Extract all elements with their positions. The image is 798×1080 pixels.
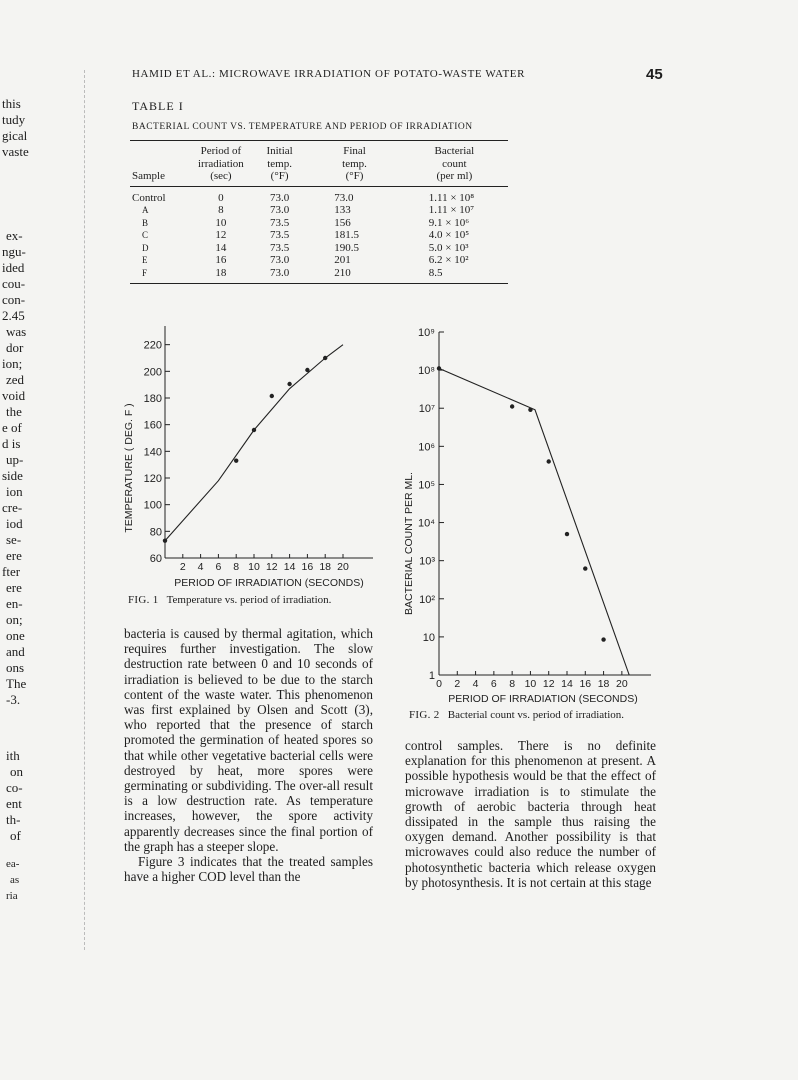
- header-sample: Sample: [132, 170, 165, 182]
- table-row: [130, 242, 508, 255]
- y-tick-label: 10: [422, 631, 435, 644]
- y-tick-label: 220: [143, 339, 162, 352]
- table-row: [130, 186, 508, 204]
- table-cell-sample: E: [142, 255, 148, 265]
- x-tick-label: 2: [454, 678, 461, 690]
- data-point: [234, 458, 238, 462]
- x-tick-label: 12: [265, 561, 278, 573]
- table-row: [130, 204, 508, 217]
- page-number: 45: [646, 66, 663, 83]
- x-tick-label: 20: [616, 678, 628, 690]
- table-cell-final: 73.0: [334, 191, 354, 204]
- gutter-fragment: en-: [6, 596, 23, 611]
- data-point: [528, 408, 532, 412]
- gutter-fragment: up-: [6, 452, 24, 467]
- body-left-paragraph-2: Figure 3 indicates that the treated samples have a higher COD level than the: [124, 854, 373, 885]
- header-final-temp: Final temp. (°F): [342, 145, 367, 182]
- gutter-fragment: co-: [6, 780, 23, 795]
- y-tick-label: 1: [428, 670, 435, 682]
- gutter-fragment: ent: [6, 796, 22, 811]
- count-line: [439, 368, 629, 675]
- table-row: [130, 217, 508, 230]
- y-tick-label: 160: [143, 419, 162, 432]
- header-period: Period of irradiation (sec): [197, 145, 244, 182]
- table-cell-initial: 73.0: [269, 266, 290, 279]
- y-tick-label: 60: [149, 553, 162, 565]
- table-header-row: [130, 141, 508, 187]
- table-cell-initial: 73.5: [269, 216, 290, 229]
- gutter-fragment: this: [2, 96, 21, 111]
- x-tick-label: 18: [319, 561, 332, 573]
- x-tick-label: 10: [248, 561, 260, 573]
- table-label: TABLE I: [132, 99, 184, 113]
- data-point: [270, 394, 274, 398]
- table-cell-sample: A: [142, 205, 149, 215]
- table-caption: BACTERIAL COUNT VS. TEMPERATURE AND PERIOD OF IRRADIATION: [132, 122, 473, 132]
- gutter-fragment: ex-: [6, 228, 23, 243]
- data-point: [583, 566, 587, 570]
- data-point: [565, 532, 569, 536]
- y-tick-label: 10⁷: [418, 403, 435, 416]
- trend-line: [165, 345, 343, 541]
- data-point: [547, 459, 551, 463]
- y-axis-label: BACTERIAL COUNT PER ML.: [403, 472, 415, 615]
- previous-page-gutter-text: [0, 0, 44, 1080]
- table-cell-count: 9.1 × 10⁶: [428, 216, 470, 229]
- gutter-fragment: -3.: [6, 692, 21, 707]
- x-tick-label: 2: [179, 561, 186, 573]
- gutter-fragment: void: [2, 388, 26, 403]
- figure-2-bacterial-count-chart: [396, 320, 660, 706]
- body-text-left-column: [124, 626, 373, 884]
- table-cell-period: 14: [215, 241, 227, 254]
- gutter-fragment: 2.45: [2, 308, 25, 323]
- gutter-fragment: one: [6, 628, 25, 643]
- figure-1-caption-text: Temperature vs. period of irradiation.: [166, 594, 332, 606]
- table-cell-sample: D: [142, 242, 149, 253]
- gutter-fragment: gical: [2, 128, 28, 143]
- table-cell-final: 201: [334, 254, 351, 266]
- x-tick-label: 4: [197, 561, 204, 573]
- y-tick-label: 120: [143, 473, 162, 485]
- figure-1-temperature-chart: [118, 318, 380, 588]
- y-tick-label: 10⁹: [418, 327, 435, 339]
- header-initial-temp: Initial temp. (°F): [266, 145, 293, 182]
- x-tick-label: 16: [579, 678, 592, 690]
- y-tick-label: 10⁸: [418, 365, 435, 378]
- table-cell-count: 5.0 × 10³: [428, 241, 469, 254]
- table-row: [130, 254, 508, 267]
- gutter-fragment: on: [10, 764, 23, 779]
- gutter-fragment: ere: [6, 580, 22, 595]
- header-bacterial-count: Bacterial count (per ml): [434, 145, 475, 182]
- gutter-fragment: cou-: [2, 276, 26, 291]
- data-point: [323, 356, 327, 360]
- x-tick-label: 14: [283, 561, 296, 573]
- gutter-fragment: side: [2, 468, 23, 483]
- y-tick-label: 10⁶: [418, 441, 435, 454]
- table-cell-final: 210: [334, 266, 351, 279]
- gutter-fragment: the: [6, 404, 22, 419]
- gutter-fragment: The: [6, 676, 27, 691]
- y-tick-label: 10²: [419, 593, 435, 606]
- table-cell-initial: 73.0: [269, 204, 290, 216]
- table-cell-sample: B: [142, 217, 149, 228]
- data-point: [601, 637, 605, 641]
- gutter-fragment: ion: [6, 484, 23, 499]
- gutter-fragment: and: [6, 644, 25, 659]
- x-tick-label: 10: [524, 678, 537, 690]
- table-cell-count: 8.5: [428, 266, 443, 279]
- table-cell-period: 12: [215, 229, 227, 241]
- figure-2-caption-text: Bacterial count vs. period of irradiation.: [447, 709, 625, 721]
- gutter-fragment: cre-: [2, 500, 23, 515]
- x-tick-label: 18: [597, 678, 610, 690]
- data-point: [163, 538, 167, 542]
- running-head: HAMID ET AL.: MICROWAVE IRRADIATION OF POTATO-WASTE WATER: [132, 68, 526, 80]
- table-cell-sample: F: [142, 267, 148, 278]
- data-point: [510, 404, 514, 408]
- body-right-paragraph-1: control samples. There is no definite explanation for this phenomenon at present. A possible hypothesis would be that the effect of microwave irradiation is to stimulate the growth of aerobic bacteria through heat dissipated in the sample thus raising the oxygen demand. Another possibility is that microwaves could also reduce the number of photosynthetic bacteria which release oxygen by photosynthesis. It is not certain at this stage: [405, 738, 656, 890]
- table-cell-count: 1.11 × 10⁸: [428, 191, 475, 204]
- body-text-right-column: [405, 738, 656, 890]
- table-cell-count: 1.11 × 10⁷: [428, 204, 475, 216]
- y-tick-label: 100: [143, 499, 162, 512]
- y-tick-label: 10⁵: [418, 479, 435, 492]
- gutter-fragment: tudy: [2, 112, 26, 127]
- gutter-fragment: iod: [6, 516, 23, 531]
- gutter-fragment: ria: [6, 890, 18, 902]
- x-tick-label: 12: [542, 678, 555, 690]
- data-point: [305, 368, 309, 372]
- gutter-fragment: se-: [6, 532, 22, 547]
- table-cell-initial: 73.0: [269, 254, 290, 266]
- table-cell-final: 190.5: [334, 241, 360, 254]
- x-tick-label: 20: [337, 561, 349, 573]
- x-tick-label: 0: [436, 678, 442, 690]
- gutter-fragment: of: [10, 828, 21, 843]
- x-tick-label: 6: [490, 678, 497, 690]
- table-cell-initial: 73.5: [269, 229, 290, 241]
- table-cell-final: 181.5: [334, 229, 360, 241]
- table-cell-final: 133: [334, 204, 351, 216]
- gutter-fragment: vaste: [2, 144, 29, 159]
- gutter-fragment: ons: [6, 660, 25, 675]
- bacterial-count-table: [130, 140, 508, 284]
- table-cell-count: 6.2 × 10²: [428, 254, 469, 266]
- gutter-fragment: e of: [2, 420, 22, 435]
- body-left-paragraph-1: bacteria is caused by thermal agitation, which requires further investigation. The slow destruction rate between 0 and 10 seconds of irradiation is believed to be due to the starch content of the waste water. This phenomenon was first explained by Olsen and Scott (3), who reported that the presence of starch promoted the germination of heated spores so that while other vegetative bacterial cells were destroyed by heat, more spores were germinating or subdividing. The over-all result is a low destruction rate. As temperature increases, however, the spore activity apparently decreases since the final portion of the graph has a steeper slope.: [124, 626, 373, 854]
- data-point: [252, 428, 256, 432]
- gutter-fragment: con-: [2, 292, 26, 307]
- x-axis-label: PERIOD OF IRRADIATION (SECONDS): [174, 577, 364, 588]
- table-cell-sample: C: [142, 230, 149, 240]
- gutter-fragment: dor: [6, 340, 24, 355]
- figure-2-caption-label: FIG. 2: [409, 709, 440, 721]
- table-cell-period: 0: [218, 191, 224, 204]
- table-cell-period: 10: [215, 216, 227, 229]
- table-cell-count: 4.0 × 10⁵: [428, 229, 470, 241]
- table-cell-period: 8: [218, 204, 224, 216]
- gutter-fragment: ided: [2, 260, 25, 275]
- gutter-fragment: on;: [6, 612, 23, 627]
- x-tick-label: 4: [472, 678, 479, 690]
- data-point: [287, 382, 291, 386]
- table-cell-period: 18: [215, 266, 227, 279]
- table-cell-final: 156: [334, 216, 351, 229]
- x-tick-label: 6: [215, 561, 222, 573]
- gutter-fragment: ngu-: [2, 244, 26, 259]
- gutter-fragment: fter: [2, 564, 21, 579]
- y-tick-label: 10³: [419, 555, 435, 568]
- x-tick-label: 14: [561, 678, 573, 690]
- x-tick-label: 8: [509, 678, 516, 690]
- figure-1-caption: [128, 594, 388, 606]
- table-row: [130, 229, 508, 242]
- y-tick-label: 80: [149, 526, 162, 539]
- gutter-fragment: d is: [2, 436, 21, 451]
- gutter-fragment: as: [10, 874, 20, 886]
- y-tick-label: 10⁴: [418, 517, 435, 530]
- page-gutter-crease: [84, 70, 85, 950]
- table-row: [130, 267, 508, 284]
- y-tick-label: 140: [143, 446, 162, 459]
- gutter-fragment: ion;: [2, 356, 23, 371]
- figure-2-caption: [409, 709, 669, 721]
- table-cell-sample: Control: [132, 191, 166, 204]
- table-cell-initial: 73.5: [269, 241, 290, 254]
- y-tick-label: 180: [143, 393, 162, 405]
- figure-1-caption-label: FIG. 1: [128, 594, 159, 606]
- gutter-fragment: ea-: [6, 858, 20, 870]
- gutter-fragment: ere: [6, 548, 22, 563]
- gutter-fragment: th-: [6, 812, 21, 827]
- x-tick-label: 8: [233, 561, 240, 573]
- gutter-fragment: zed: [6, 372, 25, 387]
- gutter-fragment: ith: [6, 748, 20, 763]
- gutter-fragment: was: [6, 324, 27, 339]
- table-cell-initial: 73.0: [269, 191, 290, 204]
- x-tick-label: 16: [301, 561, 314, 573]
- table-cell-period: 16: [215, 254, 227, 266]
- data-point: [437, 366, 441, 370]
- y-tick-label: 200: [143, 366, 162, 379]
- x-axis-label: PERIOD OF IRRADIATION (SECONDS): [448, 693, 638, 705]
- y-axis-label: TEMPERATURE ( DEG. F ): [123, 403, 135, 533]
